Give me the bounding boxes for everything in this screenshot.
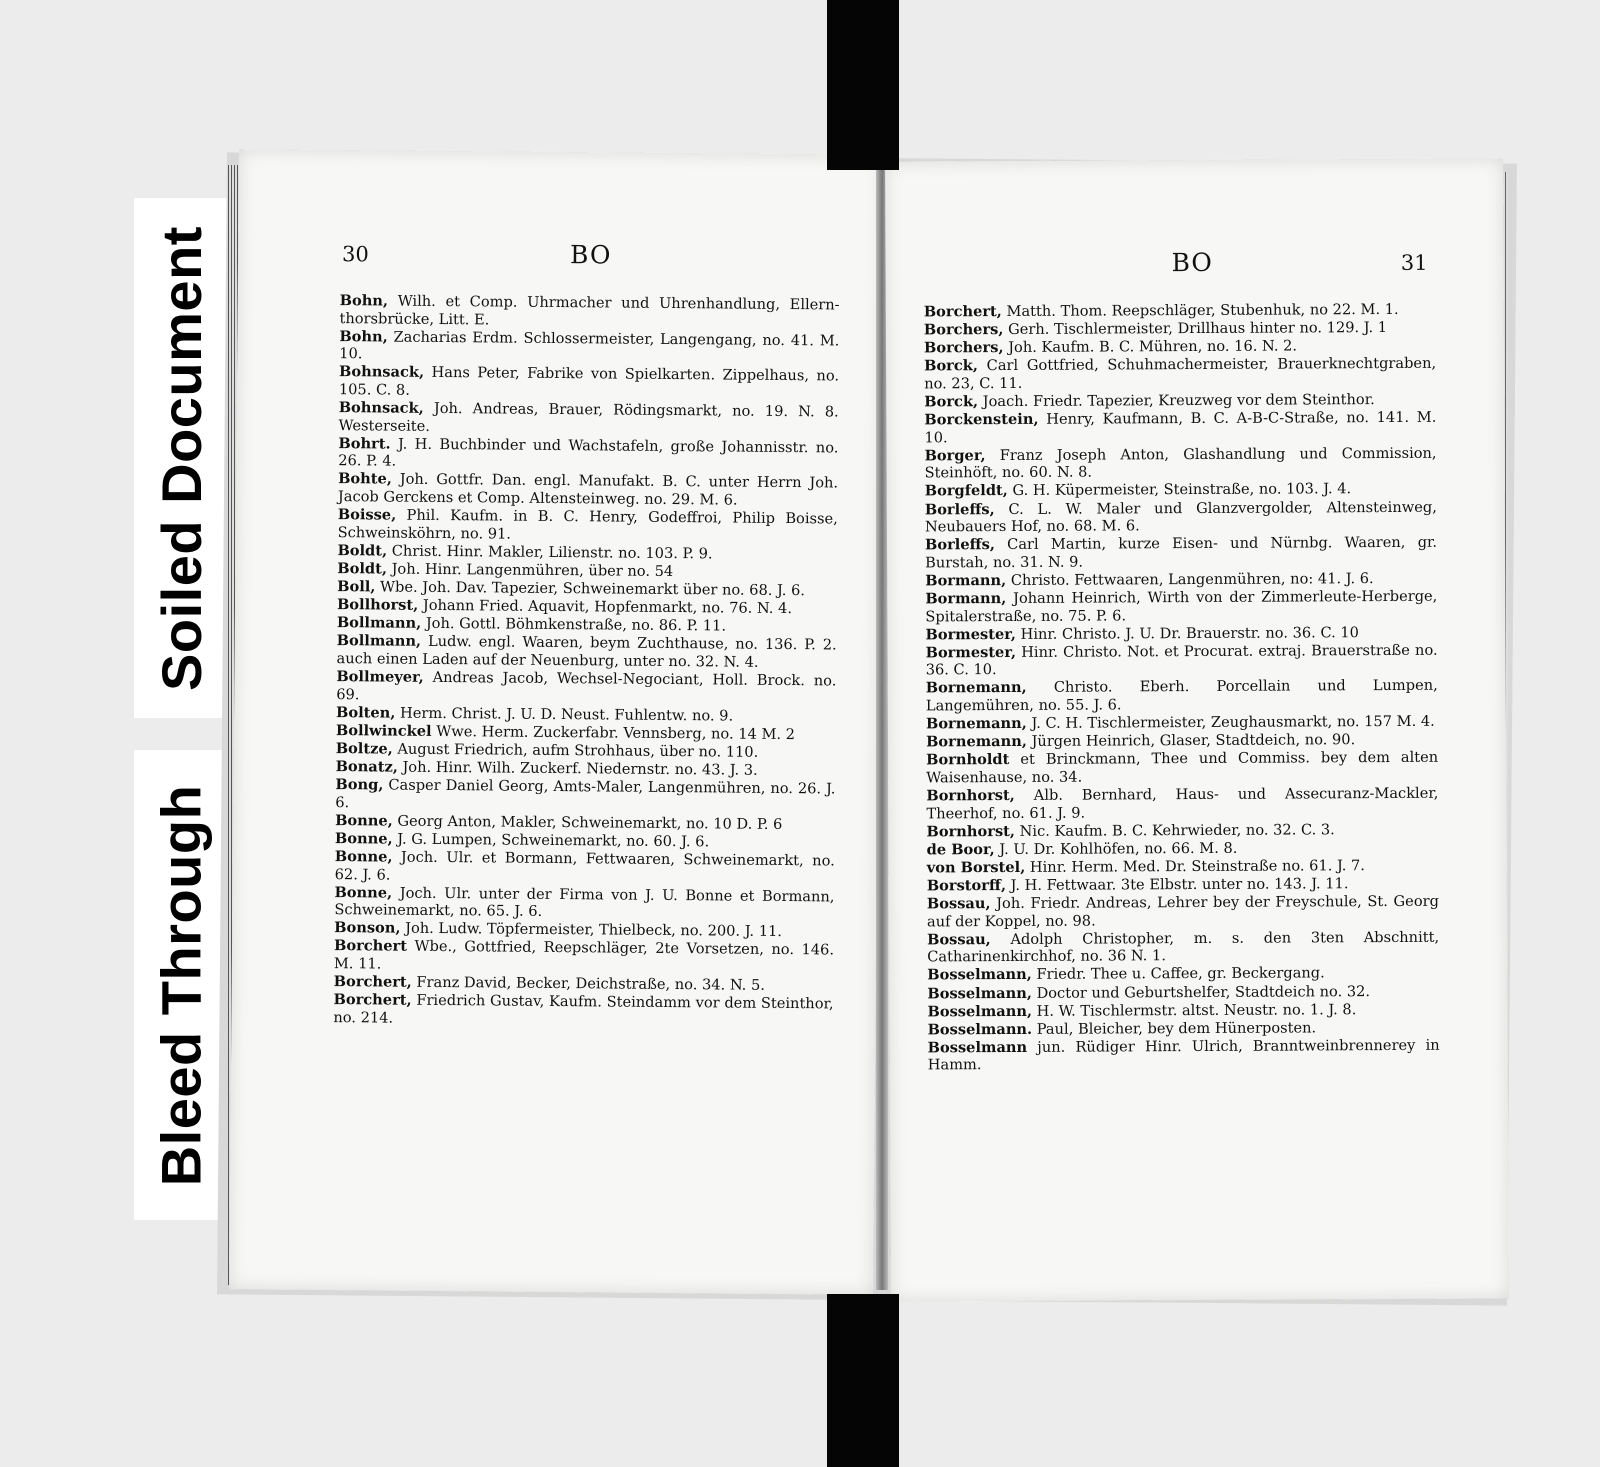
entry-details: Joch. Ulr. et Bormann, Fettwaaren, Schweinemarkt, no. 62. J. 6. xyxy=(334,848,835,884)
entry-details: Friedrich Gustav, Kaufm. Steindamm vor dem Steinthor, no. 214. xyxy=(333,991,834,1027)
directory-entry xyxy=(925,480,1437,500)
entry-surname: Borchert, xyxy=(333,991,412,1009)
directory-entry xyxy=(924,355,1436,393)
entry-surname: Bosselmann, xyxy=(927,984,1032,1002)
entry-details: H. W. Tischlermstr. altst. Neustr. no. 1. J. 8. xyxy=(1036,1000,1357,1020)
entry-details: Casper Daniel Georg, Amts-Maler, Langenmühren, no. 26. J. 6. xyxy=(335,776,836,811)
entry-details: Friedr. Thee u. Caffee, gr. Beckergang. xyxy=(1036,964,1325,984)
directory-entry xyxy=(338,506,838,546)
directory-entry xyxy=(339,292,839,332)
entry-details: Franz Joseph Anton, Glashandlung und Commission, Steinhöft, no. 60. N. 8. xyxy=(924,444,1437,482)
directory-entry xyxy=(335,776,835,816)
directory-entry xyxy=(927,982,1439,1002)
directory-entry xyxy=(334,937,834,977)
entry-details: J. G. Lumpen, Schweinemarkt, no. 60. J. 6. xyxy=(397,830,710,851)
entry-details: Christo. Eberh. Porcellain und Lumpen, Langemühren, no. 55. J. 6. xyxy=(925,677,1438,715)
entry-surname: Bornemann, xyxy=(926,733,1027,751)
directory-entry xyxy=(925,444,1437,482)
entry-surname: Bohn, xyxy=(339,327,388,346)
entry-surname: Bosselmann. xyxy=(927,1020,1033,1039)
entry-details: August Friedrich, aufm Strohhaus, über no. 110. xyxy=(397,740,759,761)
entry-surname: Borck, xyxy=(924,393,979,411)
directory-entry xyxy=(927,964,1439,984)
entry-surname: Bollwinckel xyxy=(335,721,432,740)
entry-details: Hinr. Christo. J. U. Dr. Brauerstr. no. 36. C. 10 xyxy=(1020,623,1359,643)
entry-surname: Bolten, xyxy=(336,703,396,722)
entry-details: Johann Heinrich, Wirth von der Zimmerleute-Herberge, Spitalerstraße, no. 75. P. 6. xyxy=(925,587,1438,626)
directory-entry xyxy=(927,929,1439,967)
right-page xyxy=(885,158,1509,1301)
entry-details: Carl Gottfried, Schuhmachermeister, Brauerknechtgraben, no. 23, C. 11. xyxy=(924,355,1437,393)
directory-entry xyxy=(928,1018,1440,1038)
entry-surname: Bohn, xyxy=(339,292,389,310)
directory-entry xyxy=(926,731,1438,751)
entry-surname: Borchers, xyxy=(923,339,1004,357)
directory-entry xyxy=(927,875,1439,895)
directory-entry xyxy=(927,893,1439,931)
entry-surname: Borleffs, xyxy=(924,500,995,518)
entry-details: Herm. Christ. J. U. D. Neust. Fuhlentw. no. 9. xyxy=(399,704,734,725)
entry-details: Hinr. Christo. Not. et Procurat. extraj. Brauerstraße no. 36. C. 10. xyxy=(925,641,1438,679)
entry-details: Wbe., Gottfried, Reepschläger, 2te Vorsetzen, no. 146. M. 11. xyxy=(333,938,835,973)
left-page xyxy=(229,149,883,1295)
entry-details: Wwe. Herm. Zuckerfabr. Vennsberg, no. 14 M. 2 xyxy=(436,722,796,743)
entry-details: Joh. Kaufm. B. C. Mühren, no. 16. N. 2. xyxy=(1008,337,1298,357)
entry-details: Alb. Bernhard, Haus- und Assecuranz-Mackler, Theerhof, no. 61. J. 9. xyxy=(926,784,1439,823)
directory-entries-left xyxy=(333,292,839,1031)
directory-entry xyxy=(927,839,1439,859)
entry-details: Doctor und Geburtshelfer, Stadtdeich no. 32. xyxy=(1036,982,1371,1002)
entry-surname: Bonatz, xyxy=(335,758,398,776)
entry-details: Joh. Andreas, Brauer, Rödingsmarkt, no. 19. N. 8. Westerseite. xyxy=(338,399,839,435)
directory-entry xyxy=(927,857,1439,877)
entry-details: Georg Anton, Makler, Schweinemarkt, no. 10 D. P. 6 xyxy=(397,812,783,833)
entry-surname: von Borstel, xyxy=(926,858,1026,877)
entry-surname: Bormester, xyxy=(925,643,1017,662)
soiled-document-label: Soiled Document xyxy=(149,225,213,691)
entry-surname: Borger, xyxy=(924,446,986,465)
entry-details: G. H. Küpermeister, Steinstraße, no. 103. J. 4. xyxy=(1012,480,1352,500)
directory-entry xyxy=(928,1037,1440,1075)
soiled-document-stamp xyxy=(134,198,228,718)
entry-details: Joh. Hinr. Langenmühren, über no. 54 xyxy=(391,560,674,580)
directory-entry xyxy=(926,785,1438,823)
entry-details: J. U. Dr. Kohlhöfen, no. 66. M. 8. xyxy=(999,839,1238,858)
directory-entry xyxy=(339,363,839,403)
entry-details: Wbe. Joh. Dav. Tapezier, Schweinemarkt über no. 68. J. 6. xyxy=(379,578,806,600)
scanner-clamp-bottom xyxy=(827,1294,899,1467)
entry-surname: Bollmann, xyxy=(336,614,422,633)
entry-details: et Brinckmann, Thee und Commiss. bey dem alten Waisenhause, no. 34. xyxy=(926,749,1439,787)
entry-details: Zacharias Erdm. Schlossermeister, Langengang, no. 41. M. 10. xyxy=(339,328,840,363)
entry-details: Nic. Kaufm. B. C. Kehrwieder, no. 32. C. 3. xyxy=(1019,820,1335,840)
directory-entry xyxy=(336,632,836,672)
directory-entry xyxy=(334,884,834,924)
running-head-right: BO xyxy=(1171,247,1213,278)
entry-surname: Bohnsack, xyxy=(338,363,425,382)
entry-details: J. H. Fettwaar. 3te Elbstr. unter no. 143. J. 11. xyxy=(1010,875,1349,894)
entry-details: Gerh. Tischlermeister, Drillhaus hinter no. 129. J. 1 xyxy=(1008,319,1388,339)
directory-entry xyxy=(925,534,1437,572)
entry-surname: Bossau, xyxy=(926,895,991,913)
entry-surname: Bossau, xyxy=(927,930,991,949)
entry-details: Joh. Ludw. Töpfermeister, Thielbeck, no. 200. J. 11. xyxy=(405,919,783,941)
entry-surname: Borck, xyxy=(924,357,978,375)
entry-surname: Bosselmann, xyxy=(927,966,1032,984)
entry-surname: Bornhorst, xyxy=(926,822,1016,841)
entry-surname: Bormann, xyxy=(925,589,1007,608)
entry-surname: Boll, xyxy=(337,578,376,596)
entry-details: Joach. Friedr. Tapezier, Kreuzweg vor dem Steinthor. xyxy=(982,391,1375,411)
entry-surname: Boldt, xyxy=(337,559,388,578)
scanner-clamp-top xyxy=(827,0,899,170)
entry-details: Christo. Fettwaaren, Langenmühren, no: 41. J. 6. xyxy=(1010,569,1374,589)
entry-details: Franz David, Becker, Deichstraße, no. 34. N. 5. xyxy=(416,973,765,994)
entry-surname: Bollmeyer, xyxy=(336,668,424,686)
running-head-left: BO xyxy=(569,240,612,270)
entry-surname: Bosselmann xyxy=(927,1038,1028,1057)
directory-entry xyxy=(924,337,1436,357)
directory-entry xyxy=(339,399,839,439)
directory-entry xyxy=(924,409,1436,447)
entry-details: Carl Martin, kurze Eisen- und Nürnbg. Waaren, gr. Burstah, no. 31. N. 9. xyxy=(925,533,1438,572)
entry-details: Hinr. Herm. Med. Dr. Steinstraße no. 61. J. 7. xyxy=(1029,857,1365,876)
entry-surname: Bonne, xyxy=(335,811,393,830)
entry-details: Ludw. engl. Waaren, beym Zuchthause, no. 136. P. 2. auch einen Laden auf der Neuenburg, unter no. 32. N. 4. xyxy=(336,633,837,671)
directory-entry xyxy=(335,848,835,888)
entry-surname: Borckenstein, xyxy=(924,410,1039,429)
entry-surname: Bosselmann, xyxy=(927,1002,1033,1021)
directory-entry xyxy=(926,677,1438,715)
entry-details: Christ. Hinr. Makler, Lilienstr. no. 103. P. 9. xyxy=(391,542,713,563)
directory-entry xyxy=(926,642,1438,680)
directory-entry xyxy=(339,328,839,368)
entry-details: Joch. Ulr. unter der Firma von J. U. Bonne et Bormann, Schweinemarkt, no. 65. J. 6. xyxy=(334,884,835,921)
entry-surname: Boldt, xyxy=(337,541,388,560)
entry-surname: Bornemann, xyxy=(925,715,1027,733)
directory-entry xyxy=(924,301,1436,321)
entry-surname: Bonson, xyxy=(334,919,401,937)
entry-surname: Bohrt. xyxy=(338,434,391,453)
entry-details: C. L. W. Maler und Glanzvergolder, Altensteinweg, Neubauers Hof, no. 68. M. 6. xyxy=(924,498,1437,536)
entry-surname: Borgfeldt, xyxy=(924,482,1008,500)
directory-entry xyxy=(926,820,1438,840)
directory-entry xyxy=(924,391,1436,411)
entry-surname: Bollhorst, xyxy=(336,596,419,614)
entry-surname: Borstorff, xyxy=(926,877,1007,895)
entry-surname: Bong, xyxy=(335,776,384,794)
entry-surname: de Boor, xyxy=(926,840,995,859)
entry-details: J. H. Buchbinder und Wachstafeln, große Johannisstr. no. 26. P. 4. xyxy=(338,435,839,470)
entry-surname: Bohte, xyxy=(338,470,392,488)
entry-surname: Bonne, xyxy=(334,829,393,848)
directory-entry xyxy=(927,1000,1439,1020)
entry-details: Wilh. et Comp. Uhrmacher und Uhrenhandlung, Ellern-thorsbrücke, Litt. E. xyxy=(339,292,840,328)
entry-details: Joh. Gottfr. Dan. engl. Manufakt. B. C. unter Herrn Joh. Jacob Gerckens et Comp. Altensteinweg. no. 29. M. 6. xyxy=(337,471,839,509)
entry-surname: Borleffs, xyxy=(924,536,995,554)
directory-entry xyxy=(926,749,1438,787)
entry-details: J. C. H. Tischlermeister, Zeughausmarkt, no. 157 M. 4. xyxy=(1031,712,1435,733)
entry-details: Adolph Christopher, m. s. den 3ten Abschnitt, Catharinenkirchhof, no. 36 N. 1. xyxy=(927,928,1440,966)
entry-details: jun. Rüdiger Hinr. Ulrich, Branntweinbrennerey in Hamm. xyxy=(927,1036,1440,1074)
directory-entry xyxy=(338,471,838,511)
entry-details: Phil. Kaufm. in B. C. Henry, Godeffroi, Philip Boisse, Schweinsköhrn, no. 91. xyxy=(337,506,838,543)
entry-surname: Bormann, xyxy=(925,571,1007,590)
page-number-left: 30 xyxy=(341,242,369,267)
directory-entry xyxy=(925,570,1437,590)
entry-surname: Bonne, xyxy=(334,883,393,902)
entry-surname: Boltze, xyxy=(335,739,393,758)
entry-surname: Borchert, xyxy=(923,303,1002,321)
entry-surname: Bornhorst, xyxy=(926,786,1015,805)
directory-entry xyxy=(336,668,836,708)
directory-entries-right xyxy=(924,301,1440,1075)
entry-details: Joh. Friedr. Andreas, Lehrer bey der Freyschule, St. Georg auf der Koppel, no. 98. xyxy=(926,892,1439,931)
entry-details: Jürgen Heinrich, Glaser, Stadtdeich, no. 90. xyxy=(1031,731,1356,751)
entry-surname: Bonne, xyxy=(334,847,393,866)
entry-details: Joh. Hinr. Wilh. Zuckerf. Niedernstr. no. 43. J. 3. xyxy=(402,758,758,779)
entry-surname: Bollmann, xyxy=(336,632,422,651)
bleed-through-stamp xyxy=(134,750,228,1220)
directory-entry xyxy=(338,435,838,475)
entry-details: Henry, Kaufmann, B. C. A-B-C-Straße, no. 141. M. 10. xyxy=(924,408,1437,447)
entry-details: Andreas Jacob, Wechsel-Negociant, Holl. Brock. no. 69. xyxy=(336,668,837,703)
entry-surname: Bornholdt xyxy=(926,751,1010,769)
directory-entry xyxy=(924,319,1436,339)
page-number-right: 31 xyxy=(1400,250,1428,275)
bleed-through-label: Bleed Through xyxy=(149,784,213,1186)
entry-surname: Bohnsack, xyxy=(338,399,424,417)
entry-surname: Borchert, xyxy=(333,973,412,991)
entry-details: Matth. Thom. Reepschläger, Stubenhuk, no 22. M. 1. xyxy=(1006,300,1399,320)
entry-surname: Bornemann, xyxy=(925,679,1027,697)
directory-entry xyxy=(333,991,833,1031)
entry-details: Joh. Gottl. Böhmkenstraße, no. 86. P. 11. xyxy=(425,615,727,635)
entry-surname: Borchert xyxy=(333,937,408,956)
entry-surname: Borchers, xyxy=(923,321,1004,339)
entry-surname: Bormester, xyxy=(925,625,1016,644)
entry-details: Johann Fried. Aquavit, Hopfenmarkt, no. 76. N. 4. xyxy=(422,596,793,618)
entry-details: Hans Peter, Fabrike von Spielkarten. Zippelhaus, no. 105. C. 8. xyxy=(338,364,840,399)
directory-entry xyxy=(925,498,1437,536)
directory-entry xyxy=(926,713,1438,733)
entry-details: Paul, Bleicher, bey dem Hünerposten. xyxy=(1036,1019,1317,1038)
directory-entry xyxy=(925,623,1437,643)
entry-surname: Boisse, xyxy=(337,506,397,524)
directory-entry xyxy=(925,588,1437,626)
